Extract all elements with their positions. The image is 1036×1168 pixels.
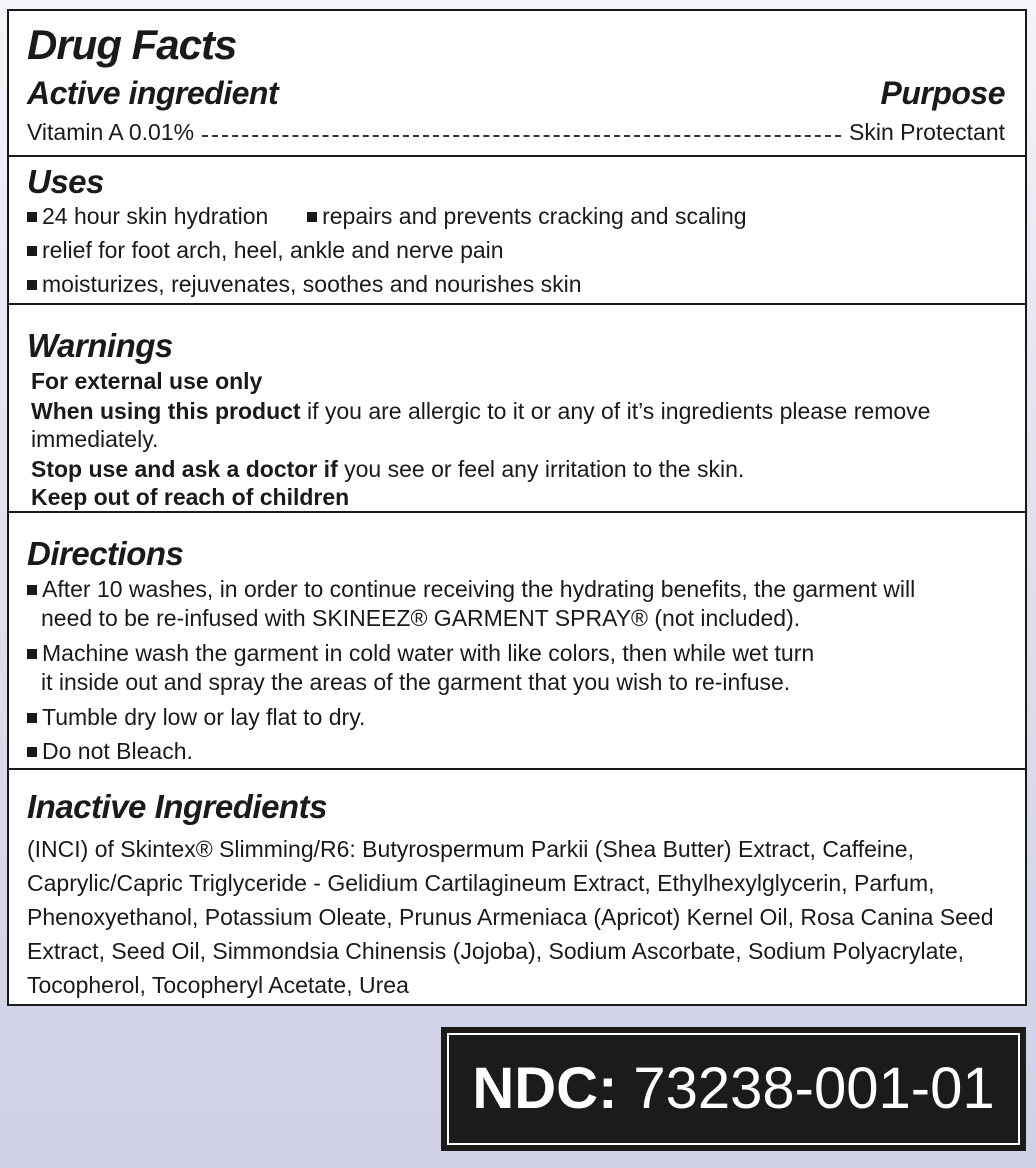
- warning-stop-use: [31, 455, 985, 483]
- bullet-icon: [27, 280, 37, 290]
- ndc-label: NDC:: [472, 1056, 618, 1121]
- warnings-section: [9, 305, 1025, 513]
- inactive-ingredients-text: (INCI) of Skintex® Slimming/R6: Butyrospermum Parkii (Shea Butter) Extract, Caffeine, Caprylic/Capric Triglyceride - Gelidium Cartilagineum Extract, Ethylhexylglycerin, Parfum, Phenoxyethanol, Potassium Oleate, Prunus Armeniaca (Apricot) Kernel Oil, Rosa Canina Seed Extract, Seed Oil, Simmondsia Chinensis (Jojoba), Sodium Ascorbate, Sodium Polyacrylate, Tocopherol, Tocopheryl Acetate, Urea: [27, 836, 994, 998]
- bullet-icon: [307, 212, 317, 222]
- uses-line-3: [27, 271, 582, 299]
- bullet-icon: [27, 246, 37, 256]
- dotted-leader: [202, 135, 841, 137]
- directions-section: [9, 513, 1025, 770]
- directions-heading: Directions: [27, 535, 184, 572]
- uses-section: [9, 157, 1025, 305]
- direction-item-2-cont: [27, 669, 790, 697]
- direction-item-1-cont: [27, 605, 800, 633]
- direction-item-4: [27, 738, 193, 766]
- direction-text: Tumble dry low or lay flat to dry.: [42, 704, 366, 730]
- list-item: repairs and prevents cracking and scaling: [322, 203, 747, 229]
- drug-facts-title: Drug Facts: [27, 21, 237, 68]
- list-item: moisturizes, rejuvenates, soothes and nourishes skin: [42, 271, 582, 297]
- ndc-number: 73238-001-01: [633, 1056, 995, 1121]
- bullet-icon: [27, 747, 37, 757]
- list-item: 24 hour skin hydration: [42, 203, 269, 229]
- active-ingredient-value: Vitamin A 0.01%: [27, 119, 195, 145]
- warning-external: [31, 367, 985, 395]
- inactive-ingredients-heading: Inactive Ingredients: [27, 788, 327, 825]
- bullet-icon: [27, 713, 37, 723]
- direction-text: need to be re-infused with SKINEEZ® GARMENT SPRAY® (not included).: [41, 605, 801, 631]
- keep-out-text: Keep out of reach of children: [31, 484, 350, 510]
- direction-item-2: [27, 640, 814, 668]
- active-ingredient-section: [9, 11, 1025, 157]
- ndc-box: [441, 1027, 1026, 1151]
- warning-when-using: [31, 397, 985, 453]
- bullet-icon: [27, 585, 37, 595]
- inactive-ingredients-section: [9, 770, 1025, 1006]
- direction-item-1: [27, 576, 915, 604]
- warnings-heading: Warnings: [27, 327, 173, 364]
- uses-heading: Uses: [27, 163, 104, 200]
- list-item: relief for foot arch, heel, ankle and nerve pain: [42, 237, 504, 263]
- bullet-icon: [27, 649, 37, 659]
- active-ingredient-row: [27, 121, 1005, 144]
- direction-item-3: [27, 704, 365, 732]
- warning-keep-out: [31, 483, 985, 511]
- stop-use-label: Stop use and ask a doctor if: [31, 456, 338, 482]
- direction-text: it inside out and spray the areas of the garment that you wish to re-infuse.: [41, 669, 791, 695]
- warning-external-text: For external use only: [31, 368, 263, 394]
- ndc-inner: [447, 1033, 1020, 1145]
- purpose-heading: Purpose: [880, 75, 1005, 111]
- direction-text: Machine wash the garment in cold water with like colors, then while wet turn: [42, 640, 815, 666]
- stop-use-text: you see or feel any irritation to the skin.: [337, 456, 745, 482]
- direction-text: After 10 washes, in order to continue receiving the hydrating benefits, the garment will: [42, 576, 916, 602]
- uses-line-2: [27, 237, 504, 265]
- purpose-value: Skin Protectant: [849, 119, 1005, 145]
- when-using-label: When using this product: [31, 398, 301, 424]
- drug-facts-panel: [7, 9, 1027, 1006]
- uses-line-1: [27, 203, 747, 231]
- when-using-text: if you are allergic to it or any of it’s ingredients please remove immediately.: [31, 398, 931, 453]
- direction-text: Do not Bleach.: [42, 738, 193, 764]
- bullet-icon: [27, 212, 37, 222]
- active-ingredient-heading: Active ingredient: [27, 75, 279, 111]
